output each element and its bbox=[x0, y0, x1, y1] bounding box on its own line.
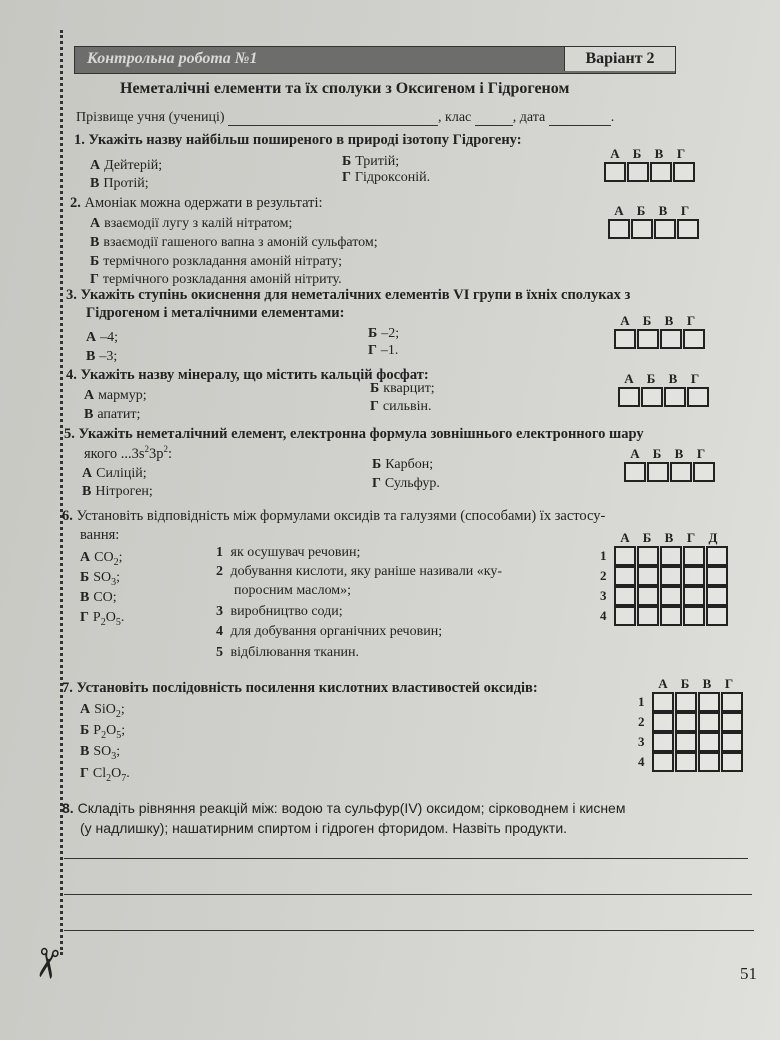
answer-box[interactable] bbox=[693, 462, 715, 482]
answer-box[interactable] bbox=[675, 712, 697, 732]
q6-left-a: А $CO_2$; bbox=[80, 550, 123, 568]
question-5-line2: якого $...3s^23p^2$: bbox=[84, 444, 172, 462]
answer-box[interactable] bbox=[683, 546, 705, 566]
q5-option-b: Б Карбон; bbox=[372, 457, 434, 472]
answer-box[interactable] bbox=[698, 752, 720, 772]
answer-line-3[interactable] bbox=[64, 930, 754, 931]
q5-answer-grid: А Б В Г bbox=[624, 446, 716, 482]
answer-box[interactable] bbox=[698, 712, 720, 732]
q6-right-1: 1 як осушувач речовин; bbox=[216, 545, 361, 560]
q6-answer-grid: А Б В Г Д 1 2 3 4 bbox=[614, 530, 729, 626]
answer-box[interactable] bbox=[660, 329, 682, 349]
q4-option-b: Б кварцит; bbox=[370, 381, 435, 396]
answer-box[interactable] bbox=[683, 566, 705, 586]
answer-box[interactable] bbox=[631, 219, 653, 239]
q3-option-b: Б –2; bbox=[368, 326, 400, 341]
q7-option-g: Г $Cl_2O_7$. bbox=[80, 766, 130, 784]
question-7: 7. Установіть послідовність посилення кислотних властивостей оксидів: bbox=[62, 680, 538, 696]
answer-box[interactable] bbox=[683, 329, 705, 349]
q7-answer-grid: А Б В Г 1 2 3 4 bbox=[652, 676, 744, 772]
answer-box[interactable] bbox=[614, 586, 636, 606]
q1-option-g: Г Гідроксоній. bbox=[342, 170, 431, 185]
date-field[interactable] bbox=[549, 111, 611, 126]
answer-box[interactable] bbox=[677, 219, 699, 239]
q3-option-v: В –3; bbox=[86, 349, 118, 364]
answer-box[interactable] bbox=[675, 752, 697, 772]
answer-box[interactable] bbox=[660, 566, 682, 586]
student-name-label: Прізвище учня (учениці) bbox=[76, 110, 225, 125]
question-3-line2: Гідрогеном і металічними елементами: bbox=[86, 305, 345, 321]
answer-box[interactable] bbox=[673, 162, 695, 182]
q3-option-a: А –4; bbox=[86, 330, 119, 345]
question-6: 6. Установіть відповідність між формулами оксидів та галузями (способами) їх застосу- bbox=[62, 508, 606, 524]
answer-box[interactable] bbox=[652, 692, 674, 712]
class-field[interactable] bbox=[475, 111, 513, 126]
question-1: 1. Укажіть назву найбільш поширеного в природі ізотопу Гідрогену: bbox=[74, 132, 522, 148]
q1-option-b: Б Тритій; bbox=[342, 154, 400, 169]
answer-box[interactable] bbox=[721, 752, 743, 772]
answer-box[interactable] bbox=[637, 329, 659, 349]
answer-box[interactable] bbox=[698, 692, 720, 712]
answer-box[interactable] bbox=[652, 732, 674, 752]
q1-answer-grid: А Б В Г bbox=[604, 146, 696, 182]
cut-line bbox=[60, 30, 63, 955]
q2-answer-grid: А Б В Г bbox=[608, 203, 700, 239]
answer-box[interactable] bbox=[721, 712, 743, 732]
answer-box[interactable] bbox=[706, 566, 728, 586]
answer-box[interactable] bbox=[637, 586, 659, 606]
answer-box[interactable] bbox=[698, 732, 720, 752]
answer-box[interactable] bbox=[641, 387, 663, 407]
q4-option-g: Г сильвін. bbox=[370, 399, 432, 414]
q2-option-a: А взаємодії лугу з калій нітратом; bbox=[90, 216, 293, 231]
q2-option-g: Г термічного розкладання амоній нітриту. bbox=[90, 272, 342, 287]
question-4: 4. Укажіть назву мінералу, що містить кальцій фосфат: bbox=[66, 367, 429, 383]
answer-box[interactable] bbox=[652, 712, 674, 732]
answer-box[interactable] bbox=[706, 586, 728, 606]
answer-box[interactable] bbox=[706, 546, 728, 566]
q1-option-a: А Дейтерій; bbox=[90, 158, 163, 173]
q6-right-2-cont: поросним маслом»; bbox=[234, 583, 352, 598]
answer-box[interactable] bbox=[650, 162, 672, 182]
student-info-line: Прізвище учня (учениці) , клас , дата . bbox=[76, 110, 615, 125]
q3-answer-grid: А Б В Г bbox=[614, 313, 706, 349]
q4-option-a: А мармур; bbox=[84, 388, 147, 403]
answer-box[interactable] bbox=[721, 732, 743, 752]
q2-option-v: В взаємодії гашеного вапна з амоній сульфатом; bbox=[90, 235, 378, 250]
q3-option-g: Г –1. bbox=[368, 343, 399, 358]
answer-box[interactable] bbox=[624, 462, 646, 482]
answer-box[interactable] bbox=[683, 606, 705, 626]
answer-box[interactable] bbox=[614, 606, 636, 626]
q5-option-g: Г Сульфур. bbox=[372, 476, 440, 491]
answer-box[interactable] bbox=[627, 162, 649, 182]
answer-box[interactable] bbox=[675, 732, 697, 752]
answer-box[interactable] bbox=[604, 162, 626, 182]
answer-box[interactable] bbox=[614, 566, 636, 586]
answer-box[interactable] bbox=[721, 692, 743, 712]
q6-right-4: 4 для добування органічних речовин; bbox=[216, 624, 443, 639]
q4-option-v: В апатит; bbox=[84, 407, 141, 422]
answer-box[interactable] bbox=[618, 387, 640, 407]
question-5: 5. Укажіть неметалічний елемент, електронна формула зовнішнього електронного шару bbox=[64, 426, 644, 442]
answer-box[interactable] bbox=[614, 329, 636, 349]
variant-label: Варіант 2 bbox=[564, 47, 675, 71]
date-label: , дата bbox=[512, 110, 546, 125]
answer-box[interactable] bbox=[687, 387, 709, 407]
answer-box[interactable] bbox=[608, 219, 630, 239]
header-bar bbox=[74, 46, 676, 74]
answer-box[interactable] bbox=[614, 546, 636, 566]
question-2: 2. Амоніак можна одержати в результаті: bbox=[70, 195, 323, 211]
q6-left-b: Б $SO_3$; bbox=[80, 570, 121, 588]
q6-right-2: 2 добування кислоти, яку раніше називали «ку- bbox=[216, 564, 503, 579]
q1-option-v: В Протій; bbox=[90, 176, 149, 191]
class-label: , клас bbox=[438, 110, 472, 125]
student-name-field[interactable] bbox=[228, 111, 438, 126]
q7-option-a: А SiO$_2$; bbox=[80, 702, 125, 720]
answer-box[interactable] bbox=[647, 462, 669, 482]
q5-option-v: В Нітроген; bbox=[82, 484, 153, 499]
q4-answer-grid: А Б В Г bbox=[618, 371, 710, 407]
answer-box[interactable] bbox=[652, 752, 674, 772]
answer-line-2[interactable] bbox=[64, 894, 752, 895]
answer-box[interactable] bbox=[670, 462, 692, 482]
answer-line-1[interactable] bbox=[64, 858, 748, 859]
answer-box[interactable] bbox=[637, 606, 659, 626]
page-number: 51 bbox=[740, 964, 757, 983]
question-6-line2: вання: bbox=[80, 527, 120, 543]
answer-box[interactable] bbox=[660, 586, 682, 606]
answer-box[interactable] bbox=[654, 219, 676, 239]
answer-box[interactable] bbox=[660, 606, 682, 626]
q7-option-b: Б $P_2O_5$; bbox=[80, 723, 126, 741]
answer-box[interactable] bbox=[706, 606, 728, 626]
q6-left-v: В CO; bbox=[80, 590, 117, 605]
q2-option-b: Б термічного розкладання амоній нітрату; bbox=[90, 254, 342, 269]
q7-option-v: В $SO_3$; bbox=[80, 744, 121, 762]
q6-right-3: 3 виробництво соди; bbox=[216, 604, 343, 619]
answer-box[interactable] bbox=[637, 546, 659, 566]
topic-title: Неметалічні елементи та їх сполуки з Оксигеном і Гідрогеном bbox=[120, 80, 570, 97]
answer-box[interactable] bbox=[664, 387, 686, 407]
q6-left-g: Г $P_2O_5$. bbox=[80, 610, 125, 628]
question-8: 8. Складіть рівняння реакцій між: водою та сульфур(IV) оксидом; сірководнем і киснем bbox=[62, 800, 626, 816]
answer-box[interactable] bbox=[675, 692, 697, 712]
answer-box[interactable] bbox=[637, 566, 659, 586]
answer-box[interactable] bbox=[683, 586, 705, 606]
question-3: 3. Укажіть ступінь окиснення для неметалічних елементів VI групи в їхніх сполуках з bbox=[66, 287, 631, 303]
q6-right-5: 5 відбілювання тканин. bbox=[216, 645, 360, 660]
test-title: Контрольна робота №1 bbox=[87, 50, 258, 67]
scissors-icon: ✂ bbox=[21, 943, 72, 984]
q5-option-a: А Силіцій; bbox=[82, 466, 147, 481]
answer-box[interactable] bbox=[660, 546, 682, 566]
question-8-line2: (у надлишку); нашатирним спиртом і гідроген фторидом. Назвіть продукти. bbox=[80, 820, 568, 836]
